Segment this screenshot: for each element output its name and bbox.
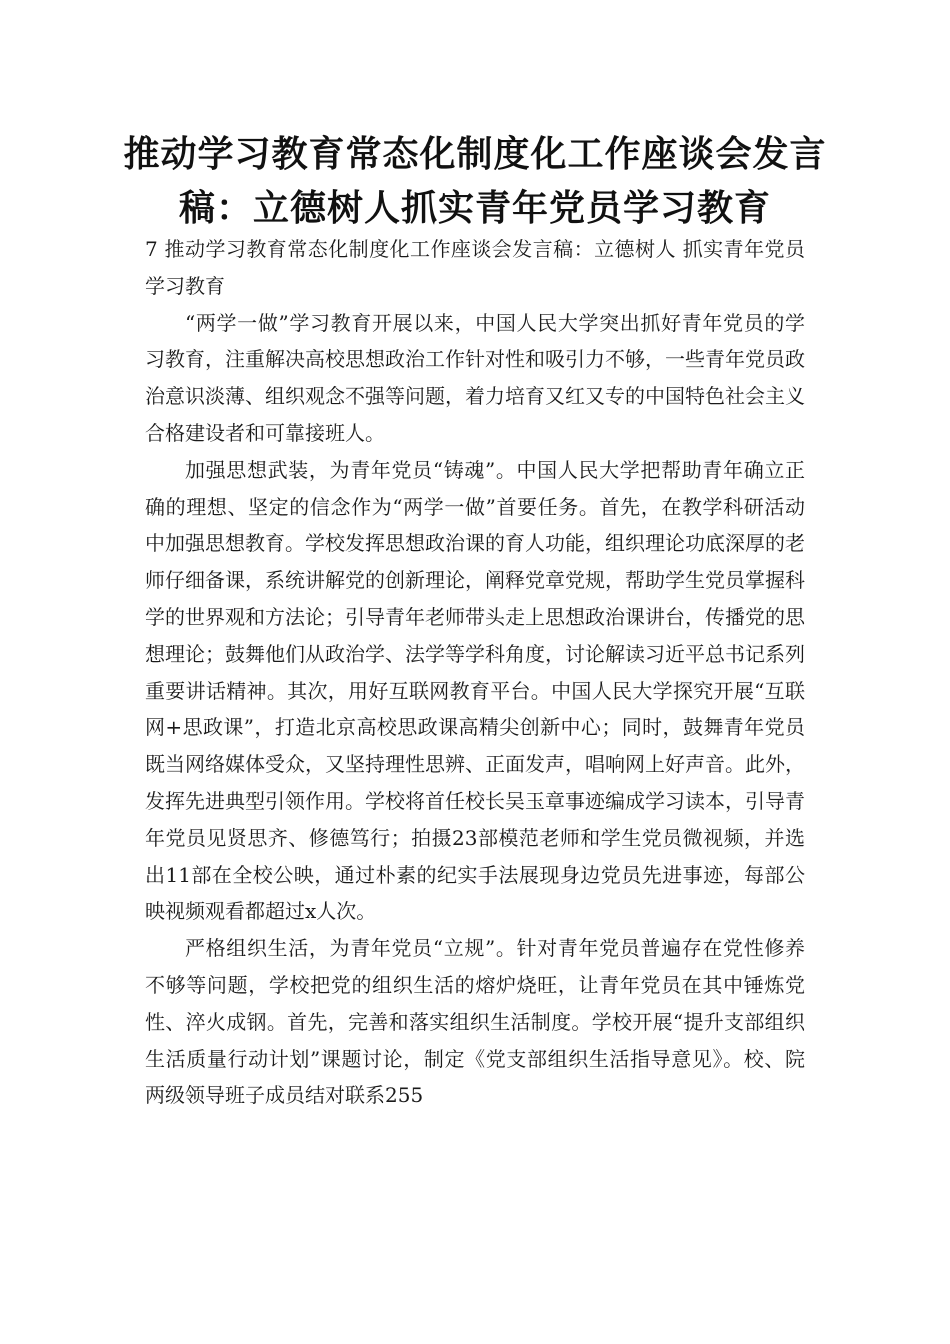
body-paragraph-intro: “两学一做”学习教育开展以来，中国人民大学突出抓好青年党员的学习教育，注重解决高校思想政治工作针对性和吸引力不够，一些青年党员政治意识淡薄、组织观念不强等问题，着力培育又红又专的中国特色社会主义合格建设者和可靠接班人。 [145,310,805,445]
body-paragraph-ideology: 加强思想武装，为青年党员“铸魂”。中国人民大学把帮助青年确立正确的理想、坚定的信念作为“两学一做”首要任务。首先，在教学科研活动中加强思想教育。学校发挥思想政治课的育人功能，组织理论功底深厚的老师仔细备课，系统讲解党的创新理论，阐释党章党规，帮助学生党员掌握科学的世界观和方法论；引导青年老师带头走上思想政治课讲台，传播党的思想理论；鼓舞他们从政治学、法学等学科角度，讨论解读习近平总书记系列重要讲话精神。其次，用好互联网教育平台。中国人民大学探究开展“互联网+思政课”，打造北京高校思政课高精尖创新中心；同时，鼓舞青年党员既当网络媒体受众，又坚持理性思辨、正面发声，唱响网上好声音。此外，发挥先进典型引领作用。学校将首任校长吴玉章事迹编成学习读本，引导青年党员见贤思齐、修德笃行；拍摄23部模范老师和学生党员微视频，并选出11部在全校公映，通过朴素的纪实手法展现身边党员先进事迹，每部公映视频观看都超过x人次。 [145,457,805,924]
document-title: 推动学习教育常态化制度化工作座谈会发言稿：立德树人抓实青年党员学习教育 [123,134,827,229]
subtitle-paragraph: 7 推动学习教育常态化制度化工作座谈会发言稿：立德树人 抓实青年党员学习教育 [145,237,805,298]
document-body [145,231,805,1114]
body-paragraph-organization: 严格组织生活，为青年党员“立规”。针对青年党员普遍存在党性修养不够等问题，学校把党的组织生活的熔炉烧旺，让青年党员在其中锤炼党性、淬火成钢。首先，完善和落实组织生活制度。学校开展“提升支部组织生活质量行动计划”课题讨论，制定《党支部组织生活指导意见》。校、院两级领导班子成员结对联系255 [145,936,805,1108]
